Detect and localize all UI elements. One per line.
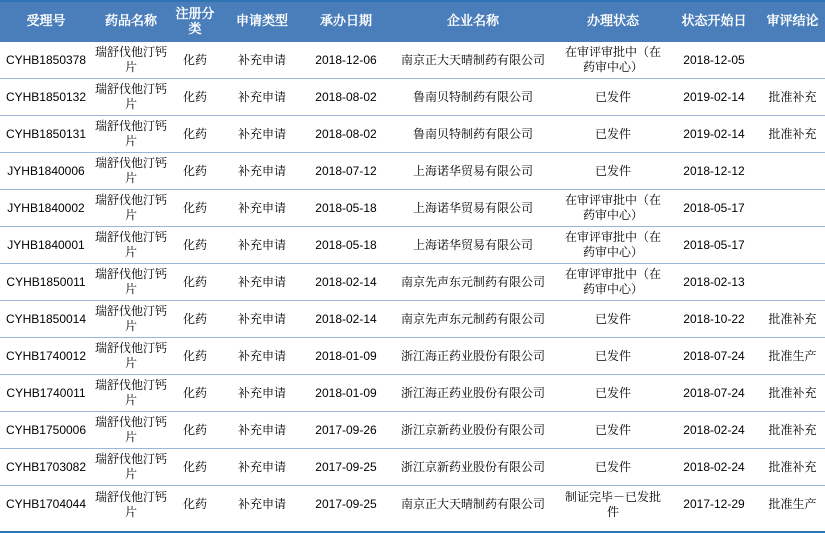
- cell-company: 上海诺华贸易有限公司: [388, 153, 558, 190]
- column-header-reg-class[interactable]: 注册分类: [170, 2, 220, 42]
- cell-status: 已发件: [558, 375, 668, 412]
- cell-status_start: 2018-12-05: [668, 42, 760, 79]
- cell-drug_name: 瑞舒伐他汀钙片: [92, 79, 170, 116]
- cell-review_conclusion: 批准补充: [760, 116, 825, 153]
- cell-company: 上海诺华贸易有限公司: [388, 190, 558, 227]
- table-row[interactable]: [0, 153, 825, 190]
- cell-reg_class: 化药: [170, 264, 220, 301]
- cell-apply_type: 补充申请: [220, 449, 304, 486]
- column-header-accept-no[interactable]: 受理号: [0, 2, 92, 42]
- cell-undertake_date: 2018-01-09: [304, 338, 388, 375]
- cell-reg_class: 化药: [170, 190, 220, 227]
- cell-reg_class: 化药: [170, 42, 220, 79]
- cell-accept_no: CYHB1850011: [0, 264, 92, 301]
- cell-reg_class: 化药: [170, 301, 220, 338]
- cell-apply_type: 补充申请: [220, 79, 304, 116]
- cell-drug_name: 瑞舒伐他汀钙片: [92, 449, 170, 486]
- cell-undertake_date: 2018-12-06: [304, 42, 388, 79]
- table-row[interactable]: [0, 42, 825, 79]
- cell-reg_class: 化药: [170, 338, 220, 375]
- cell-accept_no: CYHB1750006: [0, 412, 92, 449]
- cell-drug_name: 瑞舒伐他汀钙片: [92, 153, 170, 190]
- cell-status: 在审评审批中（在药审中心）: [558, 190, 668, 227]
- cell-review_conclusion: 批准生产: [760, 338, 825, 375]
- cell-status_start: 2018-07-24: [668, 338, 760, 375]
- cell-drug_name: 瑞舒伐他汀钙片: [92, 264, 170, 301]
- cell-apply_type: 补充申请: [220, 375, 304, 412]
- cell-status: 在审评审批中（在药审中心）: [558, 264, 668, 301]
- cell-drug_name: 瑞舒伐他汀钙片: [92, 412, 170, 449]
- cell-drug_name: 瑞舒伐他汀钙片: [92, 375, 170, 412]
- cell-accept_no: CYHB1850014: [0, 301, 92, 338]
- cell-reg_class: 化药: [182, 497, 207, 512]
- cell-drug_name: 瑞舒伐他汀钙片: [94, 489, 167, 519]
- cell-status_start: 2018-07-24: [668, 375, 760, 412]
- drug-registration-table: [0, 2, 825, 523]
- table-row[interactable]: [0, 449, 825, 486]
- cell-apply_type: 补充申请: [220, 153, 304, 190]
- cell-apply_type: 补充申请: [220, 338, 304, 375]
- table-row[interactable]: [0, 190, 825, 227]
- cell-undertake_date: 2018-01-09: [304, 375, 388, 412]
- cell-status_start: 2017-12-29: [683, 497, 745, 512]
- cell-undertake_date: 2018-02-14: [304, 264, 388, 301]
- cell-reg_class: 化药: [170, 449, 220, 486]
- cell-drug_name: 瑞舒伐他汀钙片: [92, 301, 170, 338]
- column-header-drug-name[interactable]: 药品名称: [92, 2, 170, 42]
- cell-review_conclusion: [760, 153, 825, 190]
- table-body: [0, 42, 825, 523]
- cell-status_start: 2018-02-24: [668, 412, 760, 449]
- cell-review_conclusion: 批准补充: [760, 449, 825, 486]
- cell-accept_no: CYHB1850132: [0, 79, 92, 116]
- column-header-apply-type[interactable]: 申请类型: [220, 2, 304, 42]
- table-row[interactable]: [0, 486, 825, 523]
- cell-status: 已发件: [558, 338, 668, 375]
- table-row[interactable]: [0, 116, 825, 153]
- table-row[interactable]: [0, 264, 825, 301]
- cell-company: 上海诺华贸易有限公司: [388, 227, 558, 264]
- cell-undertake_date: 2018-05-18: [304, 190, 388, 227]
- cell-apply_type: 补充申请: [220, 116, 304, 153]
- cell-reg_class: 化药: [170, 375, 220, 412]
- cell-company: 浙江京新药业股份有限公司: [388, 449, 558, 486]
- cell-status_start: 2018-05-17: [668, 190, 760, 227]
- cell-status: 在审评审批中（在药审中心）: [558, 42, 668, 79]
- table-row[interactable]: [0, 301, 825, 338]
- cell-review_conclusion: 批准补充: [760, 375, 825, 412]
- cell-apply_type: 补充申请: [220, 190, 304, 227]
- cell-drug_name: 瑞舒伐他汀钙片: [92, 190, 170, 227]
- cell-apply_type: 补充申请: [220, 412, 304, 449]
- cell-company: 南京先声东元制药有限公司: [388, 264, 558, 301]
- column-header-status[interactable]: 办理状态: [558, 2, 668, 42]
- cell-undertake_date: 2017-09-25: [315, 497, 377, 512]
- cell-status: 已发件: [558, 116, 668, 153]
- cell-status: 已发件: [558, 301, 668, 338]
- cell-accept_no: JYHB1840002: [0, 190, 92, 227]
- cell-undertake_date: 2017-09-25: [304, 449, 388, 486]
- cell-status: 在审评审批中（在药审中心）: [558, 227, 668, 264]
- cell-review_conclusion: [760, 190, 825, 227]
- cell-drug_name: 瑞舒伐他汀钙片: [92, 42, 170, 79]
- table-row[interactable]: [0, 227, 825, 264]
- cell-apply_type: 补充申请: [220, 42, 304, 79]
- column-header-undertake-date[interactable]: 承办日期: [304, 2, 388, 42]
- cell-accept_no: CYHB1850378: [0, 42, 92, 79]
- cell-undertake_date: 2018-05-18: [304, 227, 388, 264]
- cell-status_start: 2018-12-12: [668, 153, 760, 190]
- cell-apply_type: 补充申请: [220, 264, 304, 301]
- cell-apply_type: 补充申请: [220, 227, 304, 264]
- cell-accept_no: JYHB1840006: [0, 153, 92, 190]
- cell-reg_class: 化药: [170, 116, 220, 153]
- cell-undertake_date: 2018-07-12: [304, 153, 388, 190]
- cell-review_conclusion: 批准补充: [760, 79, 825, 116]
- cell-accept_no: CYHB1740012: [0, 338, 92, 375]
- cell-company: 南京先声东元制药有限公司: [388, 301, 558, 338]
- cell-status_start: 2018-02-13: [668, 264, 760, 301]
- cell-company: 浙江海正药业股份有限公司: [388, 338, 558, 375]
- cell-status: 已发件: [558, 79, 668, 116]
- cell-drug_name: 瑞舒伐他汀钙片: [92, 116, 170, 153]
- cell-review_conclusion: [760, 264, 825, 301]
- cell-company: 鲁南贝特制药有限公司: [388, 79, 558, 116]
- cell-status: 已发件: [558, 153, 668, 190]
- table-row[interactable]: [0, 375, 825, 412]
- cell-review_conclusion: 批准补充: [760, 412, 825, 449]
- column-header-status-start[interactable]: 状态开始日: [668, 2, 760, 42]
- column-header-review-conclusion[interactable]: 审评结论: [760, 2, 825, 42]
- cell-status_start: 2019-02-14: [668, 116, 760, 153]
- column-header-company[interactable]: 企业名称: [388, 2, 558, 42]
- cell-reg_class: 化药: [170, 412, 220, 449]
- table-row[interactable]: [0, 79, 825, 116]
- cell-review_conclusion: [760, 227, 825, 264]
- cell-accept_no: CYHB1850131: [0, 116, 92, 153]
- cell-status_start: 2018-02-24: [668, 449, 760, 486]
- cell-drug_name: 瑞舒伐他汀钙片: [92, 227, 170, 264]
- cell-review_conclusion: 批准补充: [760, 301, 825, 338]
- cell-undertake_date: 2018-08-02: [304, 116, 388, 153]
- cell-reg_class: 化药: [170, 79, 220, 116]
- cell-status_start: 2019-02-14: [668, 79, 760, 116]
- cell-reg_class: 化药: [170, 153, 220, 190]
- cell-status: 制证完毕－已发批件: [564, 489, 661, 519]
- table-header: [0, 2, 825, 42]
- cell-status: 已发件: [558, 449, 668, 486]
- cell-status_start: 2018-05-17: [668, 227, 760, 264]
- cell-company: 南京正大天晴制药有限公司: [388, 42, 558, 79]
- cell-review_conclusion: [760, 42, 825, 79]
- cell-company: 鲁南贝特制药有限公司: [388, 116, 558, 153]
- cell-accept_no: CYHB1703082: [0, 449, 92, 486]
- cell-company: 浙江京新药业股份有限公司: [388, 412, 558, 449]
- cell-company: 南京正大天晴制药有限公司: [400, 497, 545, 512]
- cell-status: 已发件: [558, 412, 668, 449]
- cell-apply_type: 补充申请: [237, 497, 286, 512]
- cell-accept_no: JYHB1840001: [0, 227, 92, 264]
- table-row[interactable]: [0, 412, 825, 449]
- cell-undertake_date: 2017-09-26: [304, 412, 388, 449]
- cell-review_conclusion: 批准生产: [768, 497, 817, 512]
- table-header-row: [0, 2, 825, 42]
- table-row[interactable]: [0, 338, 825, 375]
- cell-status_start: 2018-10-22: [668, 301, 760, 338]
- cell-undertake_date: 2018-02-14: [304, 301, 388, 338]
- cell-accept_no: CYHB1740011: [0, 375, 92, 412]
- cell-reg_class: 化药: [170, 227, 220, 264]
- cell-accept_no: CYHB1704044: [5, 497, 87, 512]
- cell-drug_name: 瑞舒伐他汀钙片: [92, 338, 170, 375]
- cell-apply_type: 补充申请: [220, 301, 304, 338]
- cell-undertake_date: 2018-08-02: [304, 79, 388, 116]
- cell-company: 浙江海正药业股份有限公司: [388, 375, 558, 412]
